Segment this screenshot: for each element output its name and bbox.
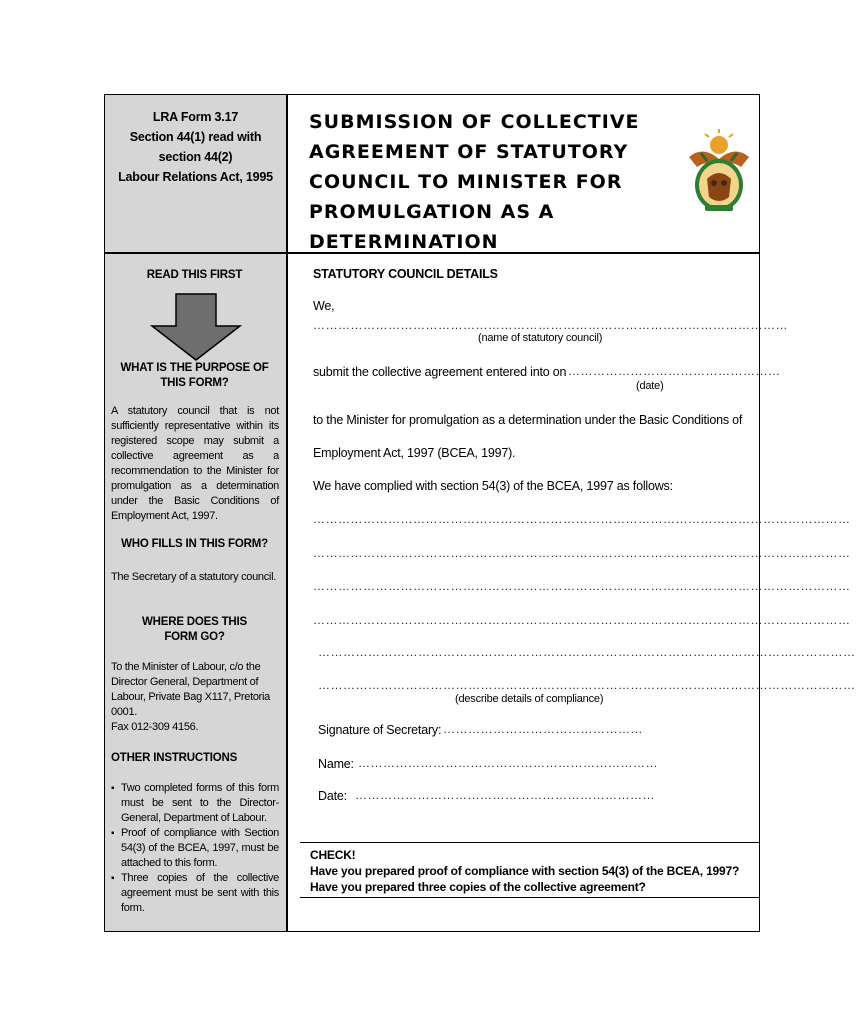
- read-first-heading: READ THIS FIRST: [146, 269, 243, 281]
- date-field[interactable]: ………………………………………………………………: [355, 788, 655, 802]
- check-title: CHECK!: [310, 848, 356, 862]
- check-question: Have you prepared proof of compliance with section 54(3) of the BCEA, 1997?: [310, 864, 740, 878]
- form-title: [309, 107, 669, 257]
- check-question: Have you prepared three copies of the collective agreement?: [310, 880, 646, 894]
- instructions-list: [111, 781, 279, 916]
- other-instructions-heading: OTHER INSTRUCTIONS: [111, 752, 238, 764]
- list-item: ▪ Two completed forms of this form must be sent to the Director-General, Department of Labour.: [111, 781, 279, 826]
- list-item: ▪ Three copies of the collective agreement must be sent with this form.: [111, 871, 279, 916]
- title-line: COUNCIL TO MINISTER FOR: [309, 171, 623, 193]
- down-arrow-icon: [152, 294, 240, 360]
- coat-of-arms-icon: [683, 131, 755, 217]
- section-reference: Section 44(1) read with: [129, 130, 262, 144]
- signature-label: Signature of Secretary:: [318, 723, 442, 737]
- compliance-line[interactable]: …………………………………………………………………………………………………………………: [318, 645, 856, 659]
- title-line: DETERMINATION: [309, 231, 499, 253]
- list-item: ▪ Proof of compliance with Section 54(3) of the BCEA, 1997, must be attached to this form.: [111, 826, 279, 871]
- section-heading: STATUTORY COUNCIL DETAILS: [313, 267, 498, 281]
- purpose-heading: [111, 361, 278, 391]
- form-reference: [105, 95, 286, 252]
- we-label: We,: [313, 299, 335, 313]
- minister-text: to the Minister for promulgation as a determination under the Basic Conditions of: [313, 413, 743, 427]
- name-caption: (name of statutory council): [478, 332, 603, 344]
- agreement-date-field[interactable]: ……………………………………………: [568, 364, 781, 378]
- instructions-sidebar: [105, 254, 286, 931]
- title-line: AGREEMENT OF STATUTORY: [309, 141, 629, 163]
- title-line: PROMULGATION AS A: [309, 201, 555, 223]
- checklist-box: [300, 842, 760, 898]
- compliance-line[interactable]: …………………………………………………………………………………………………………………: [313, 512, 851, 526]
- where-text: To the Minister of Labour, c/o the Director General, Department of Labour, Private Bag X117, Pretoria 0001.: [111, 661, 270, 718]
- complied-text: We have complied with section 54(3) of the BCEA, 1997 as follows:: [313, 479, 673, 493]
- date-caption: (date): [636, 380, 664, 392]
- submit-text: submit the collective agreement entered into on: [313, 365, 567, 379]
- purpose-heading-line: WHAT IS THE PURPOSE OF: [120, 362, 269, 374]
- form-body: [288, 254, 856, 931]
- who-text: The Secretary of a statutory council.: [111, 571, 276, 583]
- council-name-field[interactable]: ……………………………………………………………………………………………………: [313, 318, 788, 332]
- compliance-line[interactable]: …………………………………………………………………………………………………………………: [313, 546, 851, 560]
- who-heading: WHO FILLS IN THIS FORM?: [121, 538, 268, 550]
- section-reference-2: section 44(2): [158, 150, 233, 164]
- where-heading-line: WHERE DOES THIS: [142, 616, 247, 628]
- purpose-text: A statutory council that is not sufficiently representative within its registered scope may submit a collective agreement as a recommendation to the Minister for promulgation as a determination under the Basic Conditions of Employment Act, 1997.: [111, 405, 279, 522]
- signature-field[interactable]: …………………………………………: [443, 722, 643, 736]
- form-number: LRA Form 3.17: [152, 110, 239, 124]
- compliance-line[interactable]: …………………………………………………………………………………………………………………: [318, 678, 856, 692]
- name-label: Name:: [318, 757, 354, 771]
- where-heading: [111, 615, 278, 645]
- act-name: Labour Relations Act, 1995: [118, 170, 273, 184]
- compliance-line[interactable]: …………………………………………………………………………………………………………………: [313, 613, 851, 627]
- describe-caption: (describe details of compliance): [455, 693, 604, 705]
- date-label: Date:: [318, 789, 347, 803]
- bcea-text: Employment Act, 1997 (BCEA, 1997).: [313, 446, 516, 460]
- form-frame: [104, 94, 856, 932]
- title-line: SUBMISSION OF COLLECTIVE: [309, 111, 640, 133]
- purpose-heading-line: THIS FORM?: [160, 377, 229, 389]
- where-heading-line: FORM GO?: [164, 631, 225, 643]
- compliance-line[interactable]: …………………………………………………………………………………………………………………: [313, 579, 851, 593]
- name-field[interactable]: ………………………………………………………………: [358, 756, 658, 770]
- fax-number: Fax 012-309 4156.: [111, 721, 199, 733]
